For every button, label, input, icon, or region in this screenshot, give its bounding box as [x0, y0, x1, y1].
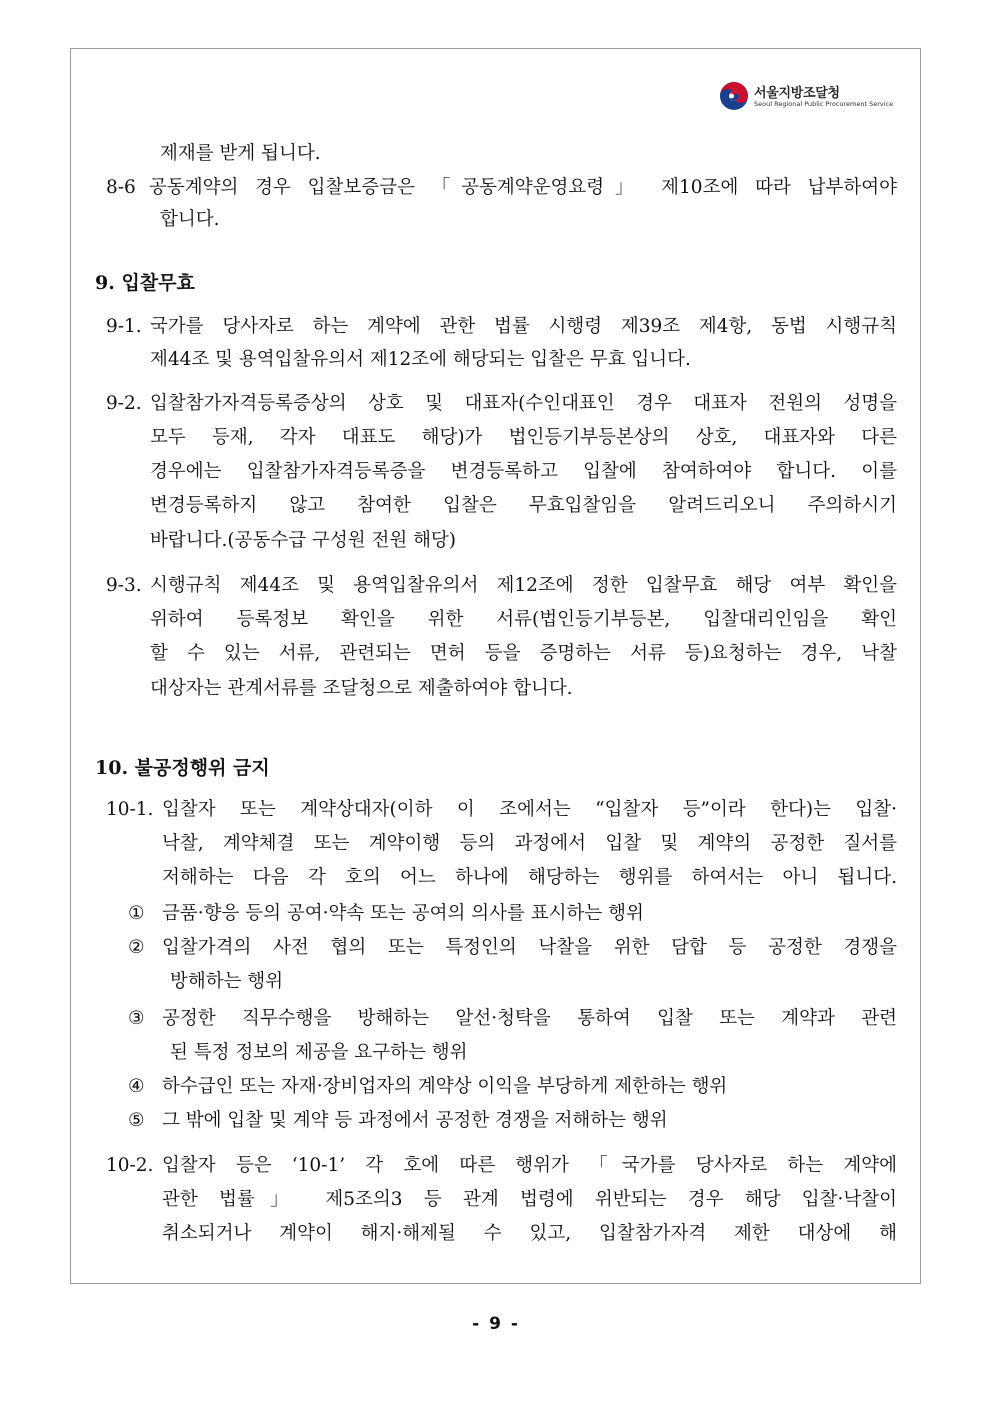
- list-item-2-line-1: 입찰가격의 사전 협의 또는 특정인의 낙찰을 위한 담합 등 공정한 경쟁을: [162, 937, 897, 958]
- paragraph-9-1-line-2: 제44조 및 용역입찰유의서 제12조에 해당되는 입찰은 무효 입니다.: [150, 349, 691, 370]
- continued-line: 제재를 받게 됩니다.: [160, 143, 321, 164]
- item-number-8-6: 8-6: [106, 177, 136, 198]
- list-item-3-line-2: 된 특정 정보의 제공을 요구하는 행위: [170, 1042, 468, 1063]
- list-marker-2: ②: [128, 937, 145, 958]
- section-heading-9: 9. 입찰무효: [95, 272, 195, 294]
- logo-korean-text: 서울지방조달청: [754, 86, 840, 101]
- list-item-1-line-1: 금품·향응 등의 공여·약속 또는 공여의 의사를 표시하는 행위: [162, 903, 644, 924]
- paragraph-10-1-line-3: 저해하는 다음 각 호의 어느 하나에 해당하는 행위를 하여서는 아니 됩니다.: [162, 867, 897, 888]
- paragraph-10-1-line-1: 입찰자 또는 계약상대자(이하 이 조에서는 “입찰자 등”이라 한다)는 입찰·: [162, 799, 897, 820]
- paragraph-8-6-line-1: 공동계약의 경우 입찰보증금은 「공동계약운영요령」 제10조에 따라 납부하여야: [149, 177, 897, 198]
- list-item-4-line-1: 하수급인 또는 자재·장비업자의 계약상 이익을 부당하게 제한하는 행위: [162, 1076, 728, 1097]
- paragraph-9-2-line-4: 변경등록하지 않고 참여한 입찰은 무효입찰임을 알려드리오니 주의하시기: [150, 495, 897, 516]
- section-heading-10: 10. 불공정행위 금지: [95, 757, 270, 779]
- paragraph-9-2-line-2: 모두 등재, 각자 대표도 해당)가 법인등기부등본상의 상호, 대표자와 다른: [150, 427, 897, 448]
- paragraph-9-3-line-3: 할 수 있는 서류, 관련되는 면허 등을 증명하는 서류 등)요청하는 경우, 낙찰: [150, 643, 897, 664]
- paragraph-10-2-line-2: 관한 법률」 제5조의3 등 관계 법령에 위반되는 경우 해당 입찰·낙찰이: [162, 1189, 897, 1210]
- list-item-5-line-1: 그 밖에 입찰 및 계약 등 과정에서 공정한 경쟁을 저해하는 행위: [162, 1110, 668, 1131]
- item-number-9-3: 9-3.: [106, 575, 142, 596]
- paragraph-8-6-line-2: 합니다.: [160, 209, 220, 230]
- page-number: - 9 -: [472, 1314, 520, 1334]
- paragraph-9-3-line-1: 시행규칙 제44조 및 용역입찰유의서 제12조에 정한 입찰무효 해당 여부 확인을: [150, 575, 897, 596]
- item-number-9-2: 9-2.: [106, 393, 142, 414]
- paragraph-9-1-line-1: 국가를 당사자로 하는 계약에 관한 법률 시행령 제39조 제4항, 동법 시행규칙: [150, 316, 897, 337]
- paragraph-9-2-line-1: 입찰참가자격등록증상의 상호 및 대표자(수인대표인 경우 대표자 전원의 성명을: [150, 393, 897, 414]
- list-item-2-line-2: 방해하는 행위: [170, 971, 284, 992]
- taegeuk-emblem-icon: [718, 80, 750, 112]
- paragraph-10-2-line-1: 입찰자 등은 ‘10-1’ 각 호에 따른 행위가 「국가를 당사자로 하는 계약에: [162, 1155, 897, 1176]
- paragraph-10-1-line-2: 낙찰, 계약체결 또는 계약이행 등의 과정에서 입찰 및 계약의 공정한 질서를: [162, 833, 897, 854]
- item-number-10-2: 10-2.: [106, 1155, 154, 1176]
- list-marker-5: ⑤: [128, 1110, 145, 1131]
- logo-english-text: Seoul Regional Public Procurement Service: [754, 100, 894, 108]
- list-marker-1: ①: [128, 903, 145, 924]
- list-marker-4: ④: [128, 1076, 145, 1097]
- paragraph-10-2-line-3: 취소되거나 계약이 해지·해제될 수 있고, 입찰참가자격 제한 대상에 해: [162, 1223, 897, 1244]
- item-number-10-1: 10-1.: [106, 799, 154, 820]
- paragraph-9-2-line-5: 바랍니다.(공동수급 구성원 전원 해당): [150, 530, 457, 551]
- paragraph-9-3-line-2: 위하여 등록정보 확인을 위한 서류(법인등기부등본, 입찰대리인임을 확인: [150, 609, 897, 630]
- list-marker-3: ③: [128, 1008, 145, 1029]
- paragraph-9-3-line-4: 대상자는 관계서류를 조달청으로 제출하여야 합니다.: [150, 678, 573, 699]
- item-number-9-1: 9-1.: [106, 316, 142, 337]
- agency-logo: [718, 80, 898, 114]
- list-item-3-line-1: 공정한 직무수행을 방해하는 알선·청탁을 통하여 입찰 또는 계약과 관련: [162, 1008, 897, 1029]
- paragraph-9-2-line-3: 경우에는 입찰참가자격등록증을 변경등록하고 입찰에 참여하여야 합니다. 이를: [150, 461, 897, 482]
